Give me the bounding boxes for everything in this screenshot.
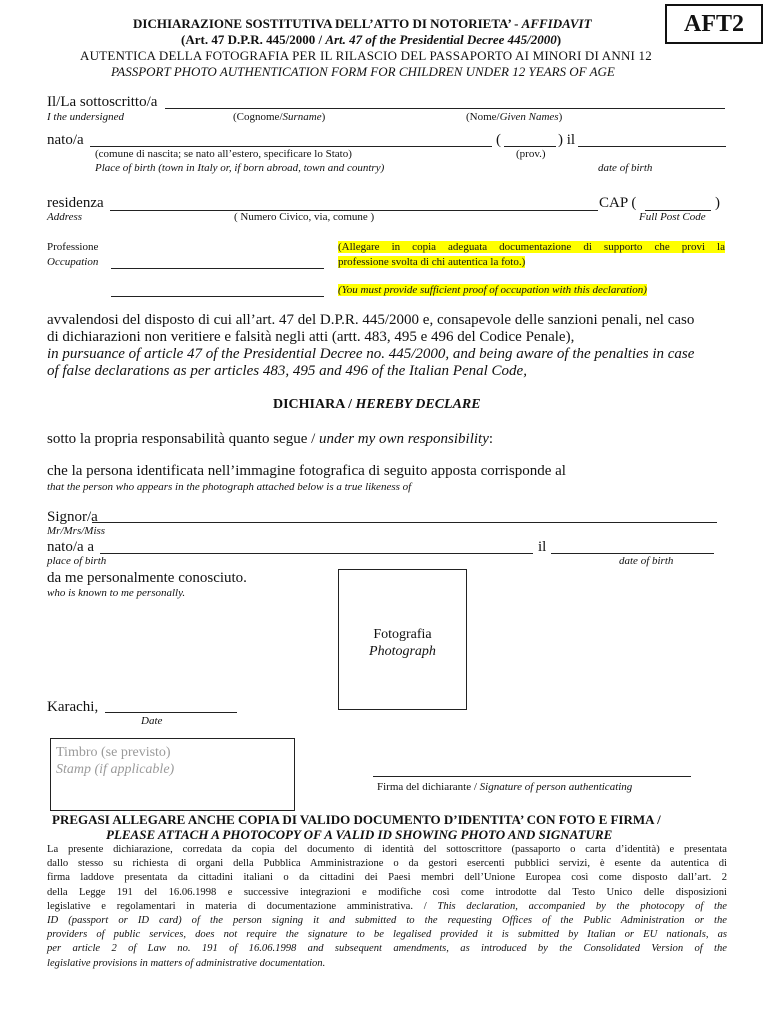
header-law-it: (Art. 47 D.P.R. 445/2000 / xyxy=(181,32,326,47)
person-label: Signor/a xyxy=(47,509,98,525)
legal-en-2: of false declarations as per articles 483, 495 and 496 of the Italian Penal Code, xyxy=(47,363,527,379)
header-title xyxy=(133,16,592,32)
person-birthplace-line[interactable] xyxy=(100,553,533,554)
person-place-hint: place of birth xyxy=(47,555,107,567)
birth-paren-close: ) il xyxy=(558,132,576,148)
birth-paren-open: ( xyxy=(496,132,501,148)
photograph-label-it: Fotografia xyxy=(373,627,432,642)
birth-hint-it: (comune di nascita; se nato all’estero, specificare lo Stato) xyxy=(95,148,352,160)
occupation-note-it-1: (Allegare in copia adeguata documentazione di supporto che provi la xyxy=(338,241,725,253)
undersigned-line[interactable] xyxy=(165,108,725,109)
residence-label-en: Address xyxy=(47,211,83,223)
responsibility-end: : xyxy=(488,431,494,447)
footer-line-5-it: legislative e regolamentari in materia di documentazione amministrativa. / xyxy=(47,900,438,912)
occupation-line[interactable] xyxy=(111,268,324,269)
person-il-label: il xyxy=(538,539,547,555)
full-post-code-hint: Full Post Code xyxy=(639,211,706,223)
occupation-line-2[interactable] xyxy=(111,296,324,297)
header-law-en: Art. 47 of the Presidential Decree 445/2000 xyxy=(325,32,557,47)
signature-hint-it: Firma del dichiarante / xyxy=(377,781,480,793)
person-known-it: da me personalmente conosciuto. xyxy=(47,570,247,586)
given-name-hint-en: Given Names xyxy=(499,111,559,123)
signature-hint-en: Signature of person authenticating xyxy=(479,781,633,793)
responsibility-en: under my own responsibility xyxy=(319,431,489,447)
header-title-en: AFFIDAVIT xyxy=(521,16,592,31)
photograph-label-en: Photograph xyxy=(369,644,436,659)
cap-close: ) xyxy=(715,195,720,211)
occupation-note-en: (You must provide sufficient proof of occupation with this declaration) xyxy=(338,284,647,296)
footer-line-3: firma laddove presentata da cittadini italiani o da cittadini dei Paesi membri dell’Unione Europea così come disposto dall’art. 2 xyxy=(47,872,727,884)
person-born-label: nato/a a xyxy=(47,539,95,555)
person-name-line[interactable] xyxy=(92,522,717,523)
person-birthdate-line[interactable] xyxy=(551,553,714,554)
person-date-hint: date of birth xyxy=(619,555,674,567)
birth-date-line[interactable] xyxy=(578,146,726,147)
legal-it-2: di dichiarazioni non veritiere e falsità negli atti (artt. 483, 495 e 496 del Codice Penale), xyxy=(47,329,575,345)
footer-notice-en: PLEASE ATTACH A PHOTOCOPY OF A VALID ID SHOWING PHOTO AND SIGNATURE xyxy=(106,827,613,842)
header-title-it: DICHIARAZIONE SOSTITUTIVA DELL’ATTO DI NOTORIETA’ - xyxy=(133,16,522,31)
person-known-en: who is known to me personally. xyxy=(47,587,186,599)
declare-heading-it: DICHIARA / xyxy=(273,397,356,412)
responsibility-text xyxy=(47,431,493,448)
footer-line-8: per article 2 of Law no. 191 of 16.06.1998 and subsequent amendments, as introduced by the Consolidated Version of the xyxy=(47,943,727,955)
footer-line-7: providers of public services, does not require the signature to be legalised provided it is submitted by Italian or EU nationals, as xyxy=(47,929,727,941)
responsibility-it: sotto la propria responsabilità quanto segue / xyxy=(47,431,320,447)
cap-label: CAP ( xyxy=(599,195,637,211)
city-label: Karachi, xyxy=(47,699,99,715)
header-law-close: ) xyxy=(556,32,562,47)
surname-hint xyxy=(233,111,325,123)
occupation-note-it-2: professione svolta di chi autentica la foto.) xyxy=(338,256,526,268)
person-label-en: Mr/Mrs/Miss xyxy=(47,525,106,537)
date-hint: Date xyxy=(141,715,163,727)
header-subtitle-en: PASSPORT PHOTO AUTHENTICATION FORM FOR CHILDREN UNDER 12 YEARS OF AGE xyxy=(111,64,615,79)
occupation-label: Professione xyxy=(47,241,99,253)
footer-line-1: La presente dichiarazione, corredata da copia del documento di identità del sottoscrittore (passaporto o carta d’identità) e presentata xyxy=(47,844,727,855)
birth-hint-en: Place of birth (town in Italy or, if born abroad, town and country) xyxy=(95,162,385,174)
signature-hint xyxy=(377,781,632,793)
signature-line[interactable] xyxy=(373,776,691,777)
footer-paragraph xyxy=(47,843,727,971)
date-line[interactable] xyxy=(105,712,237,713)
legal-en-1: in pursuance of article 47 of the Presidential Decree no. 445/2000, and being aware of the penalties in case xyxy=(47,346,695,362)
footer-line-6: ID (passport or ID card) of the person signing it and submitted to the requesting Offices of the Public Administration or the xyxy=(47,915,727,927)
identified-it: che la persona identificata nell’immagine fotografica di seguito apposta corrisponde al xyxy=(47,463,566,479)
undersigned-label: Il/La sottoscritto/a xyxy=(47,94,158,110)
surname-hint-it: (Cognome/ xyxy=(233,111,283,123)
declare-heading xyxy=(273,397,481,413)
stamp-label-it: Timbro (se previsto) xyxy=(56,745,171,760)
birth-date-hint: date of birth xyxy=(598,162,653,174)
form-code-box: AFT2 xyxy=(665,4,763,44)
stamp-label-en: Stamp (if applicable) xyxy=(56,762,175,777)
footer-line-2: dallo stesso su richiesta di organi della Pubblica Amministrazione o da gestori esercenti pubblici servizi, è esente da autentica di xyxy=(47,858,727,870)
given-name-hint-close: ) xyxy=(558,111,563,123)
legal-it-1: avvalendosi del disposto di cui all’art. 47 del D.P.R. 445/2000 e, consapevole delle sanzioni penali, nel caso xyxy=(47,312,695,328)
identified-en: that the person who appears in the photograph attached below is a true likeness of xyxy=(47,481,412,493)
undersigned-label-en: I the undersigned xyxy=(47,111,124,123)
header-law xyxy=(181,32,561,48)
footer-line-4: della Legge 191 del 16.06.1998 e successive integrazioni e modifiche così come introdotte dal Testo Unico delle disposizioni xyxy=(47,886,727,898)
header-subtitle-it: AUTENTICA DELLA FOTOGRAFIA PER IL RILASCIO DEL PASSAPORTO AI MINORI DI ANNI 12 xyxy=(80,48,652,63)
footer-notice-it: PREGASI ALLEGARE ANCHE COPIA DI VALIDO DOCUMENTO D’IDENTITA’ CON FOTO E FIRMA / xyxy=(52,812,661,827)
footer-line-5 xyxy=(47,900,727,914)
footer-line-5-en: This declaration, accompanied by the photocopy of the xyxy=(437,900,727,912)
residence-label: residenza xyxy=(47,195,104,211)
birth-place-line[interactable] xyxy=(90,146,492,147)
footer-line-9: legislative provisions in matters of administrative documentation. xyxy=(47,957,326,969)
declare-heading-en: HEREBY DECLARE xyxy=(355,397,481,412)
residence-hint: ( Numero Civico, via, comune ) xyxy=(234,211,375,223)
birth-prov-line[interactable] xyxy=(504,146,556,147)
surname-hint-close: ) xyxy=(321,111,326,123)
birth-label: nato/a xyxy=(47,132,84,148)
surname-hint-en: Surname xyxy=(282,111,322,123)
birth-prov-hint: (prov.) xyxy=(516,148,546,160)
occupation-label-en: Occupation xyxy=(47,256,99,268)
given-name-hint xyxy=(466,111,562,123)
given-name-hint-it: (Nome/ xyxy=(466,111,500,123)
